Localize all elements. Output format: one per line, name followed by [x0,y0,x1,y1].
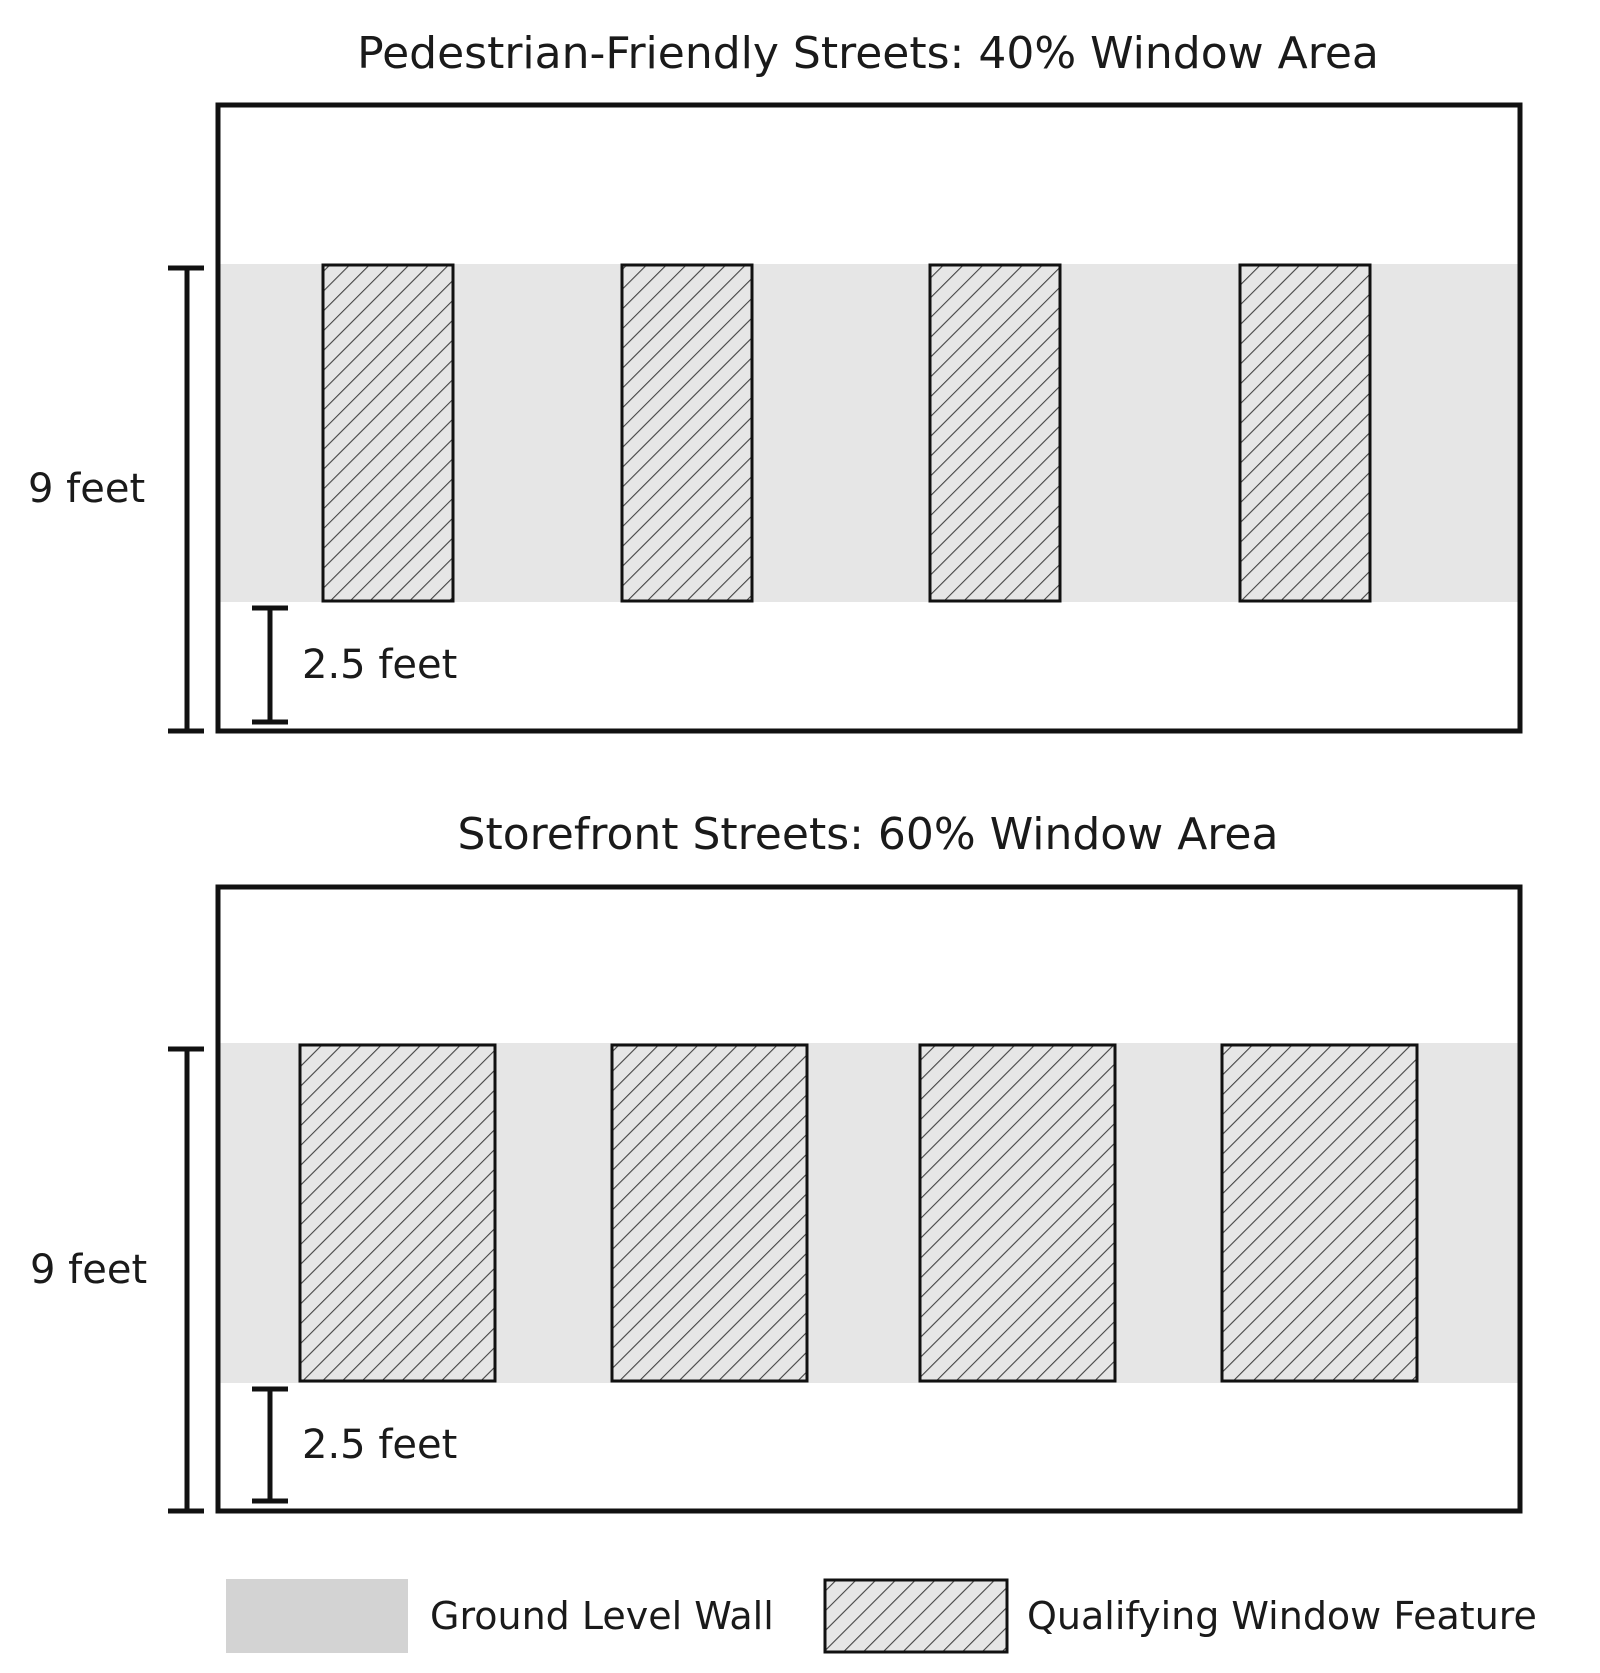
window-feature [920,1045,1115,1381]
legend-window-label: Qualifying Window Feature [1027,1594,1537,1638]
panel-storefront [30,809,1520,1511]
legend-wall-label: Ground Level Wall [430,1594,774,1638]
window-feature [622,265,752,601]
panel-title: Pedestrian-Friendly Streets: 40% Window Area [357,28,1379,79]
height-dimension-marker [168,268,204,731]
window-feature [300,1045,495,1381]
height-label: 9 feet [28,466,146,512]
window-feature [1240,265,1370,601]
window-feature [323,265,453,601]
panel-pedestrian-friendly [28,28,1520,731]
height-dimension-marker [168,1049,204,1511]
legend-window-swatch [825,1580,1007,1652]
sill-dimension-marker [252,1389,288,1501]
sill-label: 2.5 feet [302,642,458,688]
legend-wall-swatch [226,1579,408,1653]
window-feature [1222,1045,1417,1381]
window-feature [612,1045,807,1381]
legend [226,1579,1537,1653]
height-label: 9 feet [30,1247,148,1293]
sill-label: 2.5 feet [302,1422,458,1468]
panel-title: Storefront Streets: 60% Window Area [457,809,1279,860]
sill-dimension-marker [252,608,288,722]
window-feature [930,265,1060,601]
